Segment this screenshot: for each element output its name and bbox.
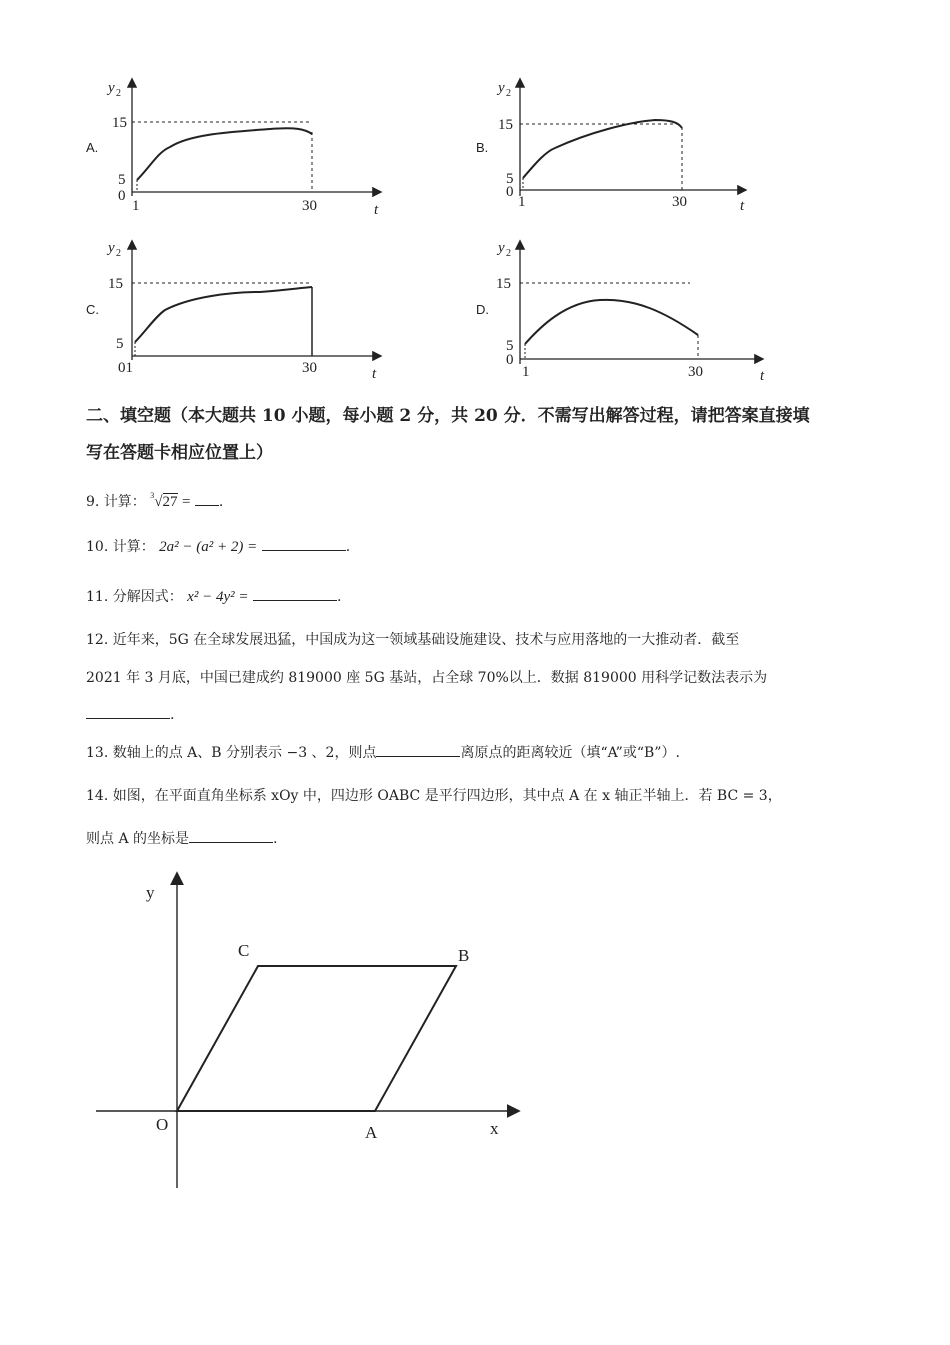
- tick-1: 1: [132, 198, 140, 214]
- tick-1: 1: [518, 194, 526, 210]
- q9-answer-blank[interactable]: [195, 491, 219, 506]
- section-title-line1: 二、填空题（本大题共 10 小题，每小题 2 分，共 20 分．不需写出解答过程，请把答案直接填: [86, 406, 810, 426]
- tick-5: 5: [118, 172, 126, 188]
- tick-15: 15: [112, 115, 127, 131]
- y-label: y: [108, 240, 115, 256]
- tick-15: 15: [498, 117, 513, 133]
- option-b-label: B.: [476, 140, 489, 155]
- question-14-line1: [86, 786, 782, 806]
- question-12-line3: [86, 704, 174, 725]
- x-axis-label: x: [490, 1119, 499, 1138]
- tick-15: 15: [108, 276, 123, 292]
- curve: [523, 120, 682, 178]
- graph-d: [490, 232, 790, 382]
- option-d-label: D.: [476, 302, 489, 317]
- origin: 0: [506, 352, 514, 368]
- q12-line1: 近年来，5G 在全球发展迅猛，中国成为这一领域基础设施建设、技术与应用落地的一大推动者．截至: [112, 632, 740, 648]
- q14-line2: 则点 A 的坐标是: [86, 831, 190, 847]
- question-10: [86, 536, 350, 557]
- parallelogram-oabc: [177, 966, 456, 1111]
- section-title-line2: 写在答题卡相应位置上）: [86, 443, 273, 463]
- radical-icon: √: [154, 494, 163, 510]
- q9-eq: =: [181, 494, 191, 510]
- q14-answer-blank[interactable]: [189, 828, 273, 843]
- y-label: y: [498, 240, 505, 256]
- q9-radicand: 27: [162, 494, 178, 510]
- q10-expr: 2a² − (a² + 2) =: [159, 539, 258, 555]
- q14-end: .: [273, 831, 278, 847]
- q13-text-b: 离原点的距离较近（填“A”或“B”）.: [460, 745, 680, 761]
- q11-answer-blank[interactable]: [253, 586, 337, 601]
- tick-15: 15: [496, 276, 511, 292]
- graph-c: [100, 232, 400, 382]
- q10-answer-blank[interactable]: [262, 536, 346, 551]
- tick-30: 30: [302, 198, 317, 214]
- question-14-line2: [86, 828, 277, 849]
- q10-end: .: [345, 539, 351, 555]
- x-label: t: [760, 368, 765, 382]
- curve: [137, 128, 312, 180]
- q13-answer-blank[interactable]: [376, 742, 460, 757]
- q11-num: 11.: [86, 589, 109, 605]
- y-sub: 2: [506, 88, 511, 99]
- point-a-label: A: [365, 1123, 378, 1142]
- q9-end: .: [218, 494, 224, 510]
- q10-prefix: 计算：: [112, 539, 155, 555]
- option-c-label: C.: [86, 302, 99, 317]
- tick-5: 5: [506, 171, 514, 187]
- q9-root-index: 3: [150, 491, 155, 500]
- section-title: [86, 398, 876, 472]
- tick-30: 30: [302, 360, 317, 376]
- parallelogram-figure: [88, 868, 528, 1198]
- question-12-line2: 2021 年 3 月底，中国已建成约 819000 座 5G 基站，占全球 70%以上．数据 819000 用科学记数法表示为: [86, 670, 768, 686]
- q12-end: .: [170, 707, 175, 723]
- y-axis-label: y: [146, 883, 155, 902]
- question-11: [86, 586, 341, 607]
- q9-root: [150, 491, 178, 510]
- y-sub: 2: [116, 88, 121, 99]
- point-c-label: C: [238, 941, 250, 960]
- question-13: [86, 742, 680, 763]
- tick-5: 5: [116, 336, 124, 352]
- tick-5: 5: [506, 338, 514, 354]
- question-9: [86, 486, 223, 512]
- q11-end: .: [336, 589, 342, 605]
- y-label: y: [498, 80, 505, 96]
- q12-num: 12.: [86, 632, 109, 648]
- x-label: t: [740, 198, 745, 214]
- q9-num: 9.: [86, 494, 100, 510]
- q12-answer-blank[interactable]: [86, 704, 170, 719]
- graph-b: [490, 72, 790, 222]
- origin-1: 01: [118, 360, 133, 376]
- tick-30: 30: [672, 194, 687, 210]
- q14-line1: 如图，在平面直角坐标系 xOy 中，四边形 OABC 是平行四边形，其中点 A 在 x 轴正半轴上．若 BC = 3，: [112, 788, 782, 804]
- curve: [525, 300, 698, 344]
- tick-1: 1: [522, 364, 530, 380]
- point-o-label: O: [156, 1115, 169, 1134]
- q10-num: 10.: [86, 539, 109, 555]
- x-label: t: [374, 202, 379, 218]
- curve: [135, 287, 312, 342]
- q13-num: 13.: [86, 745, 109, 761]
- graph-a: [100, 72, 400, 222]
- origin: 0: [506, 184, 514, 200]
- y-label: y: [108, 80, 115, 96]
- q11-prefix: 分解因式：: [112, 589, 183, 605]
- q14-num: 14.: [86, 788, 109, 804]
- x-label: t: [372, 366, 377, 382]
- origin: 0: [118, 188, 126, 204]
- q11-expr: x² − 4y² =: [187, 589, 249, 605]
- q13-text-a: 数轴上的点 A、B 分别表示 −3 、2，则点: [112, 745, 377, 761]
- point-b-label: B: [458, 946, 470, 965]
- y-sub: 2: [116, 248, 121, 259]
- y-sub: 2: [506, 248, 511, 259]
- option-a-label: A.: [86, 140, 99, 155]
- q9-prefix: 计算：: [103, 494, 146, 510]
- question-12-line1: [86, 630, 739, 650]
- tick-30: 30: [688, 364, 703, 380]
